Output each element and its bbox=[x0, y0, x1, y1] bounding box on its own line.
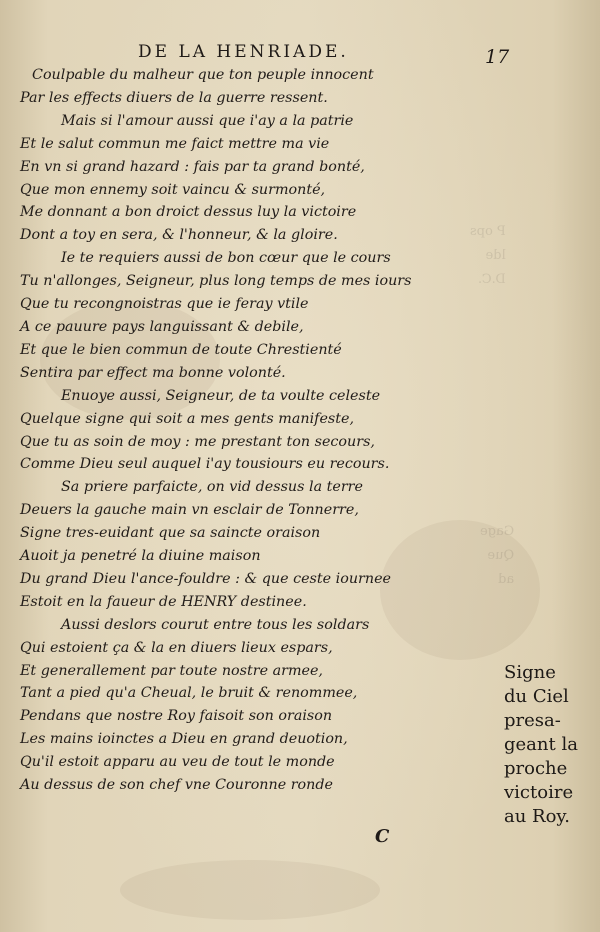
marginal-note-line: victoire bbox=[504, 782, 574, 803]
verse-line: Me donnant a bon droict dessus luy la victoire bbox=[20, 204, 357, 221]
verse-line: Et generallement par toute nostre armee, bbox=[20, 662, 323, 679]
paper-stain bbox=[120, 860, 380, 920]
verse-line: Que tu as soin de moy : me prestant ton secours, bbox=[20, 433, 375, 450]
page-number: 17 bbox=[485, 46, 510, 68]
marginal-note-line: Signe bbox=[504, 662, 556, 683]
verse-line: Enuoye aussi, Seigneur, de ta voulte celeste bbox=[61, 387, 381, 404]
verse-line: Tant a pied qu'a Cheual, le bruit & renommee, bbox=[20, 685, 358, 702]
verse-line: Quelque signe qui soit a mes gents manifeste, bbox=[20, 410, 355, 427]
verse-line: Qu'il estoit apparu au veu de tout le monde bbox=[20, 754, 335, 771]
verse-line: Signe tres-euidant que sa saincte oraison bbox=[20, 525, 321, 542]
verse-line: Qui estoient ça & la en diuers lieux espars, bbox=[20, 639, 333, 656]
verse-line: Dont a toy en sera, & l'honneur, & la gloire. bbox=[20, 227, 338, 244]
marginal-note-line: du Ciel bbox=[504, 686, 569, 707]
verse-line: En vn si grand hazard : fais par ta grand bonté, bbox=[20, 158, 365, 175]
verse-line: Deuers la gauche main vn esclair de Tonnerre, bbox=[20, 502, 359, 519]
verse-line: Ie te requiers aussi de bon cœur que le cours bbox=[61, 250, 391, 267]
verse-line: Comme Dieu seul auquel i'ay tousiours eu recours. bbox=[20, 456, 390, 473]
verse-line: Que mon ennemy soit vaincu & surmonté, bbox=[20, 181, 326, 198]
marginal-note-line: proche bbox=[504, 758, 568, 779]
verse-line: Au dessus de son chef vne Couronne ronde bbox=[20, 777, 333, 794]
verse-line: Pendans que nostre Roy faisoit son oraison bbox=[20, 708, 333, 725]
verse-line: Sa priere parfaicte, on vid dessus la terre bbox=[61, 479, 363, 496]
marginal-note-line: geant la bbox=[504, 734, 578, 755]
verse-line: Auoit ja penetré la diuine maison bbox=[20, 548, 261, 565]
signature-mark: C bbox=[375, 826, 390, 847]
verse-line: Par les effects diuers de la guerre ressent. bbox=[20, 89, 328, 106]
verse-line: Estoit en la faueur de HENRY destinee. bbox=[20, 593, 307, 610]
verse-line: Tu n'allonges, Seigneur, plus long temps de mes iours bbox=[20, 273, 412, 290]
verse-line: Que tu recongnoistras que ie feray vtile bbox=[20, 296, 309, 313]
marginal-note-line: presa- bbox=[504, 710, 561, 731]
running-title: DE LA HENRIADE. bbox=[138, 42, 349, 62]
verse-line: Et que le bien commun de toute Chrestienté bbox=[20, 341, 342, 358]
verse-line: Aussi deslors courut entre tous les soldars bbox=[61, 616, 370, 633]
verse-line: A ce pauure pays languissant & debile, bbox=[20, 318, 304, 335]
marginal-note bbox=[504, 661, 594, 829]
bleed-through-text: P ops lde D.C. bbox=[470, 224, 506, 287]
verse-line: Coulpable du malheur que ton peuple innocent bbox=[32, 67, 374, 83]
verse-line: Sentira par effect ma bonne volonté. bbox=[20, 364, 286, 381]
marginal-note-line: au Roy. bbox=[504, 806, 570, 827]
verse-line: Les mains ioinctes a Dieu en grand deuotion, bbox=[20, 731, 348, 748]
verse-line: Du grand Dieu l'ance-fouldre : & que ceste iournee bbox=[20, 570, 391, 587]
verse-line: Mais si l'amour aussi que i'ay a la patrie bbox=[61, 112, 354, 129]
verse-text bbox=[0, 64, 480, 797]
verse-line: Et le salut commun me faict mettre ma vie bbox=[20, 135, 330, 152]
bleed-through-text: Gage Que ad bbox=[480, 524, 515, 587]
